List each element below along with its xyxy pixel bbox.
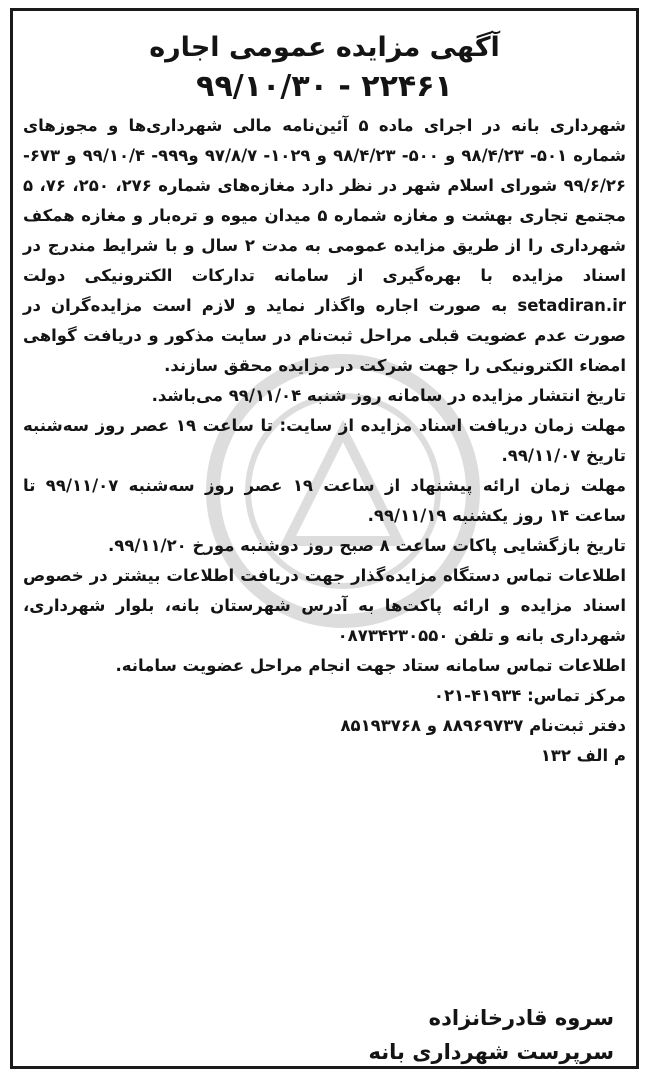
notice-title: آگهی مزایده عمومی اجاره — [149, 32, 500, 63]
reference-code: م الف ۱۳۲ — [540, 746, 626, 765]
registration-office: دفتر ثبت‌نام ۸۸۹۶۹۷۳۷ و ۸۵۱۹۳۷۶۸ — [340, 716, 626, 735]
signature-block — [369, 1001, 614, 1069]
contact-info: اطلاعات تماس دستگاه مزایده‌گذار جهت دریافت اطلاعات بیشتر در خصوص اسناد مزایده و ارائه پاکت‌ها به آدرس شهرستان بانه، بلوار شهرداری، شهرداری بانه و تلفن ۰۸۷۳۴۲۳۰۵۵۰ — [23, 566, 626, 645]
signer-role: سرپرست شهرداری بانه — [368, 1040, 614, 1064]
notice-body — [23, 29, 626, 771]
offer-deadline: مهلت زمان ارائه پیشنهاد از ساعت ۱۹ عصر روز سه‌شنبه ۹۹/۱۱/۰۷ تا ساعت ۱۴ روز یکشنبه ۹۹/۱۱/۱۹. — [23, 476, 627, 525]
publish-date: تاریخ انتشار مزایده در سامانه روز شنبه ۹۹/۱۱/۰۴ می‌باشد. — [151, 386, 626, 405]
document-deadline: مهلت زمان دریافت اسناد مزایده از سایت: تا ساعت ۱۹ عصر روز سه‌شنبه تاریخ ۹۹/۱۱/۰۷. — [23, 416, 627, 465]
system-contact: اطلاعات تماس سامانه ستاد جهت انجام مراحل عضویت سامانه. — [115, 656, 626, 675]
call-center: مرکز تماس: ۴۱۹۳۴-۰۲۱ — [433, 686, 626, 705]
notice-number: ۲۲۴۶۱ - ۹۹/۱۰/۳۰ — [196, 69, 453, 104]
opening-date: تاریخ بازگشایی پاکات ساعت ۸ صبح روز دوشنبه مورخ ۹۹/۱۱/۲۰. — [107, 536, 626, 555]
notice-frame — [10, 8, 639, 1069]
notice-intro: شهرداری بانه در اجرای ماده ۵ آئین‌نامه مالی شهرداری‌ها و مجوزهای شماره ۵۰۱- ۹۸/۴/۲۳ و ۵۰۰- ۹۸/۴/۲۳ و ۱۰۲۹- ۹۷/۸/۷ و۹۹۹- ۹۹/۱۰/۴ و ۶۷۳- ۹۹/۶/۲۶ شورای اسلام شهر در نظر دارد مغازه‌های شماره ۲۷۶، ۲۵۰، ۷۶، ۵ مجتمع تجاری بهشت و مغازه شماره ۵ میدان میوه و تره‌بار و مغازه همکف شهرداری را از طریق مزایده عمومی به مدت ۲ سال و با شرایط مندرج در اسناد مزایده با بهره‌گیری از سامانه تدارکات الکترونیکی دولت setadiran.ir به صورت اجاره واگذار نماید و لازم است مزایده‌گران در صورت عدم عضویت قبلی مراحل ثبت‌نام در سایت مذکور و دریافت گواهی امضاء الکترونیکی را جهت شرکت در مزایده محقق سازند. — [23, 116, 627, 375]
signer-name: سروه قادرخانزاده — [428, 1006, 614, 1030]
